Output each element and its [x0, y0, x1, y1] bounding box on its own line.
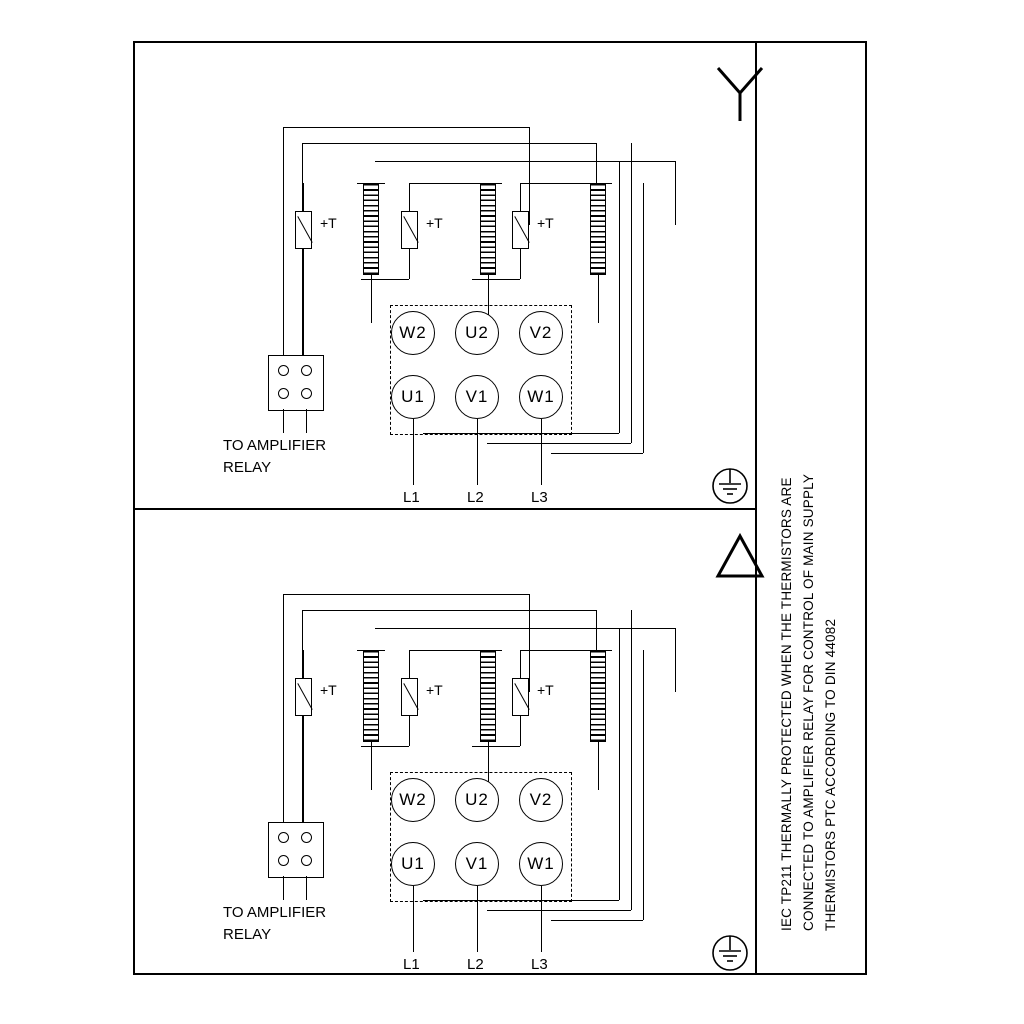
notes-block [757, 41, 867, 975]
thermistor-label: +T [426, 682, 443, 698]
supply-label-l2: L2 [467, 956, 484, 973]
panel-delta [135, 510, 759, 977]
wire [520, 183, 592, 184]
connector-pin [278, 855, 289, 866]
wire [472, 279, 520, 280]
winding-coil [363, 650, 379, 742]
terminal-v1: V1 [455, 375, 499, 419]
wire [487, 910, 631, 911]
thermistor-symbol [512, 678, 529, 716]
wire [472, 746, 520, 747]
wire [357, 650, 385, 651]
earth-ground-icon [707, 463, 753, 509]
wire [371, 275, 372, 323]
panel-divider [133, 508, 757, 510]
connector-label-line1: TO AMPLIFIER [223, 437, 327, 454]
winding-coil [480, 650, 496, 742]
winding-coil [480, 183, 496, 275]
wire [487, 443, 631, 444]
wire [423, 900, 619, 901]
wire [477, 886, 478, 952]
supply-label-l3: L3 [531, 956, 548, 973]
terminal-u2: U2 [455, 778, 499, 822]
terminal-w1: W1 [519, 375, 563, 419]
wire [283, 409, 284, 433]
connector-label-line2: RELAY [223, 926, 272, 943]
terminal-u2: U2 [455, 311, 499, 355]
wire [303, 650, 304, 678]
wire [371, 742, 372, 790]
note-line-3: THERMISTORS PTC ACCORDING TO DIN 44082 [823, 618, 838, 931]
wire [413, 419, 414, 485]
wire [643, 183, 644, 453]
wire [551, 453, 643, 454]
wire [520, 716, 521, 746]
thermistor-symbol [512, 211, 529, 249]
wire [675, 628, 676, 692]
winding-coil [590, 183, 606, 275]
wire [409, 183, 481, 184]
terminal-w2: W2 [391, 311, 435, 355]
wire [302, 610, 596, 611]
terminal-u1: U1 [391, 842, 435, 886]
wire [675, 161, 676, 225]
wire [303, 249, 304, 355]
wire [529, 127, 530, 225]
terminal-w2: W2 [391, 778, 435, 822]
terminal-w1: W1 [519, 842, 563, 886]
connector-pin [301, 855, 312, 866]
wire [283, 127, 284, 355]
wire [361, 279, 409, 280]
wire [520, 183, 521, 211]
connector-pin [278, 365, 289, 376]
wire [302, 143, 596, 144]
wire [409, 183, 410, 211]
wire [423, 433, 619, 434]
wire [413, 886, 414, 952]
wire [375, 628, 675, 629]
terminal-v1: V1 [455, 842, 499, 886]
wire [631, 610, 632, 910]
thermistor-symbol [401, 211, 418, 249]
thermistor-symbol [401, 678, 418, 716]
connector-label-line1: TO AMPLIFIER [223, 904, 327, 921]
thermistor-label: +T [320, 215, 337, 231]
winding-coil [590, 650, 606, 742]
wire [306, 876, 307, 900]
earth-ground-icon [707, 930, 753, 976]
wire [643, 650, 644, 920]
note-line-1: IEC TP211 THERMALLY PROTECTED WHEN THE THERMISTORS ARE [779, 477, 794, 931]
wire [619, 628, 620, 900]
wire [541, 886, 542, 952]
connector-label-line2: RELAY [223, 459, 272, 476]
wire [520, 249, 521, 279]
amplifier-relay-connector [268, 355, 324, 411]
wire [361, 746, 409, 747]
wire [409, 716, 410, 746]
wire [357, 183, 385, 184]
wire [529, 594, 530, 692]
wire [409, 249, 410, 279]
connector-pin [278, 388, 289, 399]
wire [283, 127, 529, 128]
thermistor-label: +T [537, 682, 554, 698]
wire [306, 409, 307, 433]
wire [631, 143, 632, 443]
supply-label-l2: L2 [467, 489, 484, 506]
panel-star [135, 43, 759, 510]
thermistor-symbol [295, 678, 312, 716]
wire [409, 650, 410, 678]
supply-label-l3: L3 [531, 489, 548, 506]
amplifier-relay-connector [268, 822, 324, 878]
thermistor-label: +T [426, 215, 443, 231]
wire [551, 920, 643, 921]
wire [598, 275, 599, 323]
wire [283, 594, 284, 822]
connector-pin [301, 388, 312, 399]
thermistor-label: +T [320, 682, 337, 698]
wire [303, 183, 304, 211]
terminal-u1: U1 [391, 375, 435, 419]
wire [283, 594, 529, 595]
supply-label-l1: L1 [403, 489, 420, 506]
connector-pin [301, 365, 312, 376]
wire [477, 419, 478, 485]
note-line-2: CONNECTED TO AMPLIFIER RELAY FOR CONTROL OF MAIN SUPPLY [801, 473, 816, 931]
wire [598, 742, 599, 790]
winding-coil [363, 183, 379, 275]
terminal-v2: V2 [519, 778, 563, 822]
supply-label-l1: L1 [403, 956, 420, 973]
terminal-v2: V2 [519, 311, 563, 355]
wire [520, 650, 521, 678]
thermistor-label: +T [537, 215, 554, 231]
wire [520, 650, 592, 651]
connector-pin [301, 832, 312, 843]
wire [541, 419, 542, 485]
wire [375, 161, 675, 162]
thermistor-symbol [295, 211, 312, 249]
wire [303, 716, 304, 822]
connector-pin [278, 832, 289, 843]
wire [283, 876, 284, 900]
wire [409, 650, 481, 651]
wire [619, 161, 620, 433]
